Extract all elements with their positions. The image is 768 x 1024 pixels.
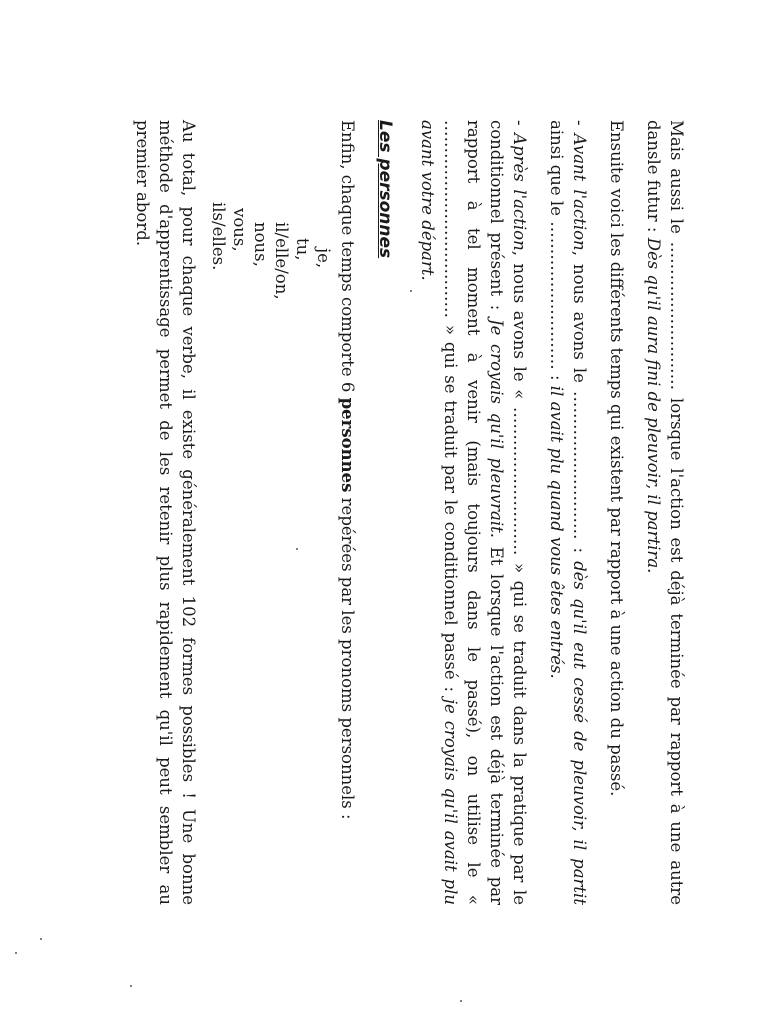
text: Et lorsque l'action est déjà terminée par rapport à tel moment à venir (mais toujours dans le passé), on utilise le « ……………………………… » qui se traduit par le conditionnel passé :	[441, 120, 506, 905]
text: , nous avons le ……………………… :	[570, 250, 589, 562]
scan-speck	[15, 952, 17, 954]
text: , nous avons le « ……………………… » qui se traduit dans la pratique par le conditionnel présent :	[487, 120, 529, 905]
scan-speck	[130, 985, 132, 987]
scan-speck	[410, 290, 412, 292]
section-heading: Les personnes	[375, 120, 395, 259]
pronoun-item: nous,	[251, 222, 270, 267]
example-text: Dès qu'il aura fini de pleuvoir, il partira.	[644, 237, 663, 574]
scan-speck	[40, 938, 42, 940]
pronoun-item: tu,	[293, 238, 312, 261]
pronoun-list	[208, 120, 334, 905]
paragraph-avant-action	[545, 120, 591, 905]
paragraph-intro-passe: Ensuite voici les différents temps qui existent par rapport à une action du passé.	[607, 120, 626, 797]
scan-speck	[460, 1000, 462, 1002]
text: repérées par les pronoms personnels :	[338, 492, 357, 820]
paragraph-conclusion: Au total, pour chaque verbe, il existe généralement 102 formes possibles ! Une bonne méthode d'apprentissage permet de les retenir plus rapidement qu'il peut sembler au premier abord.	[133, 120, 198, 905]
document-body	[131, 120, 688, 905]
example-text: dès qu'il eut cessé de pleuvoir, il partit	[570, 561, 589, 905]
example-text: je croyais qu'il avait plu avant votre départ.	[418, 120, 460, 905]
italic-term: Avant l'action	[570, 133, 589, 251]
text: ainsi que le ……………………… :	[547, 120, 566, 386]
example-text: il avait plu quand vous êtes entrés.	[547, 385, 566, 679]
paragraph-apres-action	[416, 120, 531, 905]
bold-term: personnes	[338, 397, 357, 493]
pronoun-item: je,	[314, 248, 333, 269]
pronoun-item: vous,	[230, 208, 249, 252]
pronoun-item: il/elle/on,	[272, 222, 291, 300]
text: -	[510, 120, 529, 134]
text: Enfin, chaque temps comporte 6	[338, 120, 357, 398]
example-text: Je croyais qu'il pleuvrait.	[487, 319, 506, 539]
text: -	[570, 120, 589, 134]
italic-term: Après l'action	[510, 133, 529, 251]
text: Mais aussi le ……………………… lorsque l'action est déjà terminée par rapport à une autre dansle futur :	[644, 120, 686, 905]
paragraph-futur-anterieur	[642, 120, 688, 905]
paragraph-personnes	[336, 120, 359, 905]
scan-speck	[296, 548, 298, 550]
pronoun-item: ils/elles.	[209, 202, 228, 271]
